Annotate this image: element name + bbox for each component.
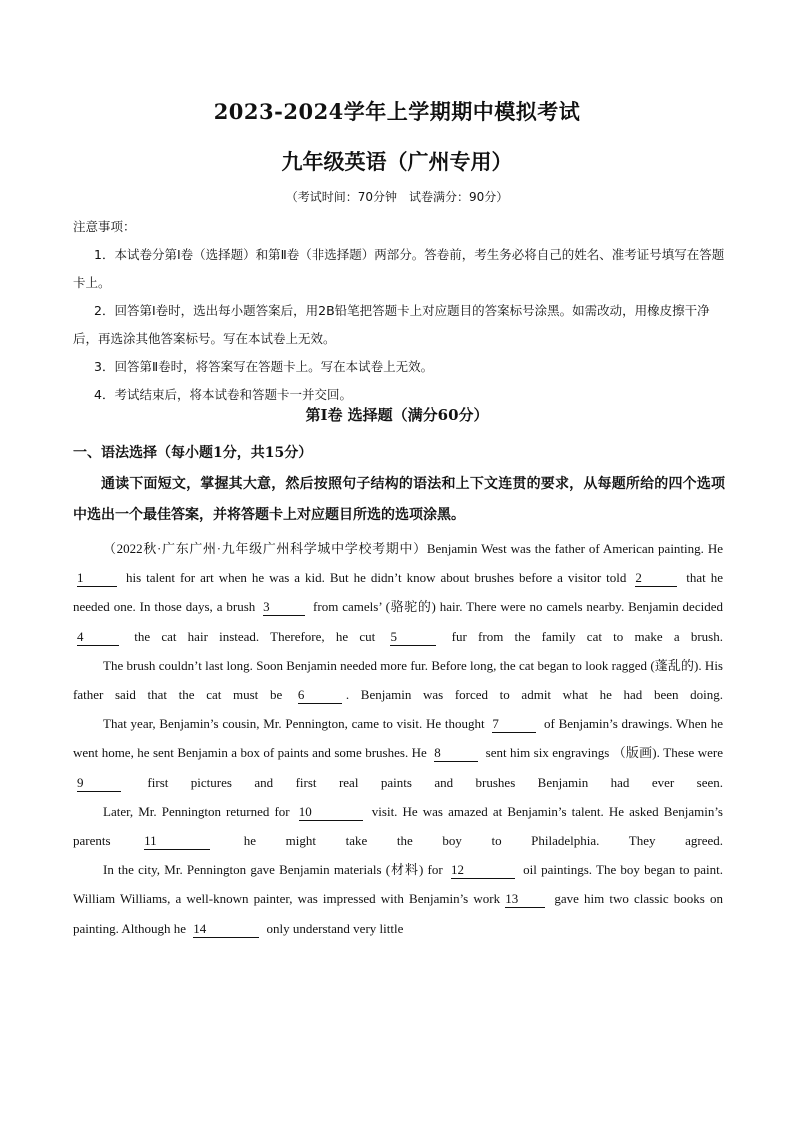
reading-passage	[73, 534, 723, 943]
notes-block	[73, 213, 725, 409]
blank-12[interactable]: 12	[451, 862, 515, 879]
passage-text: only understand very little	[263, 920, 404, 936]
blank-8[interactable]: 8	[434, 745, 478, 762]
passage-text: the cat hair instead. Therefore, he cut	[123, 628, 387, 644]
blank-1[interactable]: 1	[77, 570, 117, 587]
note-item: 4．考试结束后，将本试卷和答题卡一并交回。	[94, 387, 352, 402]
passage-paragraph-4	[73, 797, 723, 855]
passage-paragraph-3	[73, 709, 723, 797]
passage-text: That year, Benjamin’s cousin, Mr. Pennington, came to visit. He thought	[103, 716, 489, 732]
note-item: 1．本试卷分第Ⅰ卷（选择题）和第Ⅱ卷（非选择题）两部分。答卷前，考生务必将自己的姓名、准考证号填写在答题卡上。	[73, 247, 725, 290]
passage-text: The brush couldn’t last long. Soon Benjamin needed more fur. Before long, the cat began to look ragged (蓬乱的). His father said that the cat must be	[73, 657, 723, 703]
passage-text: from camels’ (骆驼的) hair. There were no camels nearby. Benjamin decided	[309, 599, 723, 615]
exam-info: （考试时间：70分钟 试卷满分：90分）	[285, 190, 509, 204]
passage-text: Later, Mr. Pennington returned for	[103, 803, 295, 819]
passage-text: his talent for art when he was a kid. But he didn’t know about brushes before a visitor told	[121, 570, 632, 586]
blank-13[interactable]: 13	[505, 891, 545, 908]
exam-title: 2023-2024学年上学期期中模拟考试	[213, 99, 581, 124]
blank-10[interactable]: 10	[299, 804, 363, 821]
passage-text: he might take the boy to Philadelphia. They agreed.	[214, 833, 723, 849]
blank-9[interactable]: 9	[77, 775, 121, 792]
note-item: 2．回答第Ⅰ卷时，选出每小题答案后，用2B铅笔把答题卡上对应题目的答案标号涂黑。如需改动，用橡皮擦干净后，再选涂其他答案标号。写在本试卷上无效。	[73, 303, 710, 346]
blank-5[interactable]: 5	[390, 629, 436, 646]
blank-11[interactable]: 11	[144, 833, 210, 850]
passage-text: that he needed one. In those days, a brush	[73, 570, 724, 615]
passage-text: sent him six engravings （版画). These were	[482, 745, 723, 761]
instruction-text: 通读下面短文，掌握其大意，然后按照句子结构的语法和上下文连贯的要求，从每题所给的四个选项中选出一个最佳答案，并将答题卡上对应题目所选的选项涂黑。	[73, 476, 725, 523]
blank-2[interactable]: 2	[635, 570, 677, 587]
blank-3[interactable]: 3	[263, 599, 305, 616]
blank-6[interactable]: 6	[298, 687, 342, 704]
passage-text: of Benjamin’s drawings. When he went home, he sent Benjamin a box of paints and some brushes. He	[73, 716, 723, 761]
passage-text: visit. He was amazed at Benjamin’s talent. He asked Benjamin’s parents	[73, 803, 723, 849]
passage-text: Benjamin West was the father of American painting. He	[426, 541, 723, 556]
blank-7[interactable]: 7	[492, 716, 536, 733]
blank-14[interactable]: 14	[193, 921, 259, 938]
note-item: 3．回答第Ⅱ卷时，将答案写在答题卡上。写在本试卷上无效。	[94, 359, 434, 374]
passage-paragraph-5	[73, 855, 723, 943]
exam-subject-title: 九年级英语（广州专用）	[281, 149, 513, 174]
passage-text: first pictures and first real paints and brushes Benjamin had ever seen.	[125, 774, 723, 790]
passage-text: . Benjamin was forced to admit what he had been doing.	[345, 687, 723, 703]
notes-heading: 注意事项：	[73, 219, 136, 234]
blank-4[interactable]: 4	[77, 629, 119, 646]
passage-paragraph-1	[73, 534, 723, 651]
passage-text: In the city, Mr. Pennington gave Benjamin materials (材料) for	[103, 862, 447, 878]
passage-source: （2022秋·广东广州·九年级广州科学城中学校考期中）	[103, 541, 427, 556]
passage-text: oil paintings. The boy began to paint. William Williams, a well-known painter, was impressed with Benjamin’s work	[73, 862, 723, 907]
part-title: 一、语法选择（每小题1分，共15分）	[73, 445, 313, 461]
passage-text: fur from the family cat to make a brush.	[440, 628, 723, 644]
passage-text: gave him two classic books on painting. Although he	[73, 891, 723, 936]
passage-paragraph-2	[73, 651, 723, 709]
section-title: 第Ⅰ卷 选择题（满分60分）	[305, 406, 489, 424]
